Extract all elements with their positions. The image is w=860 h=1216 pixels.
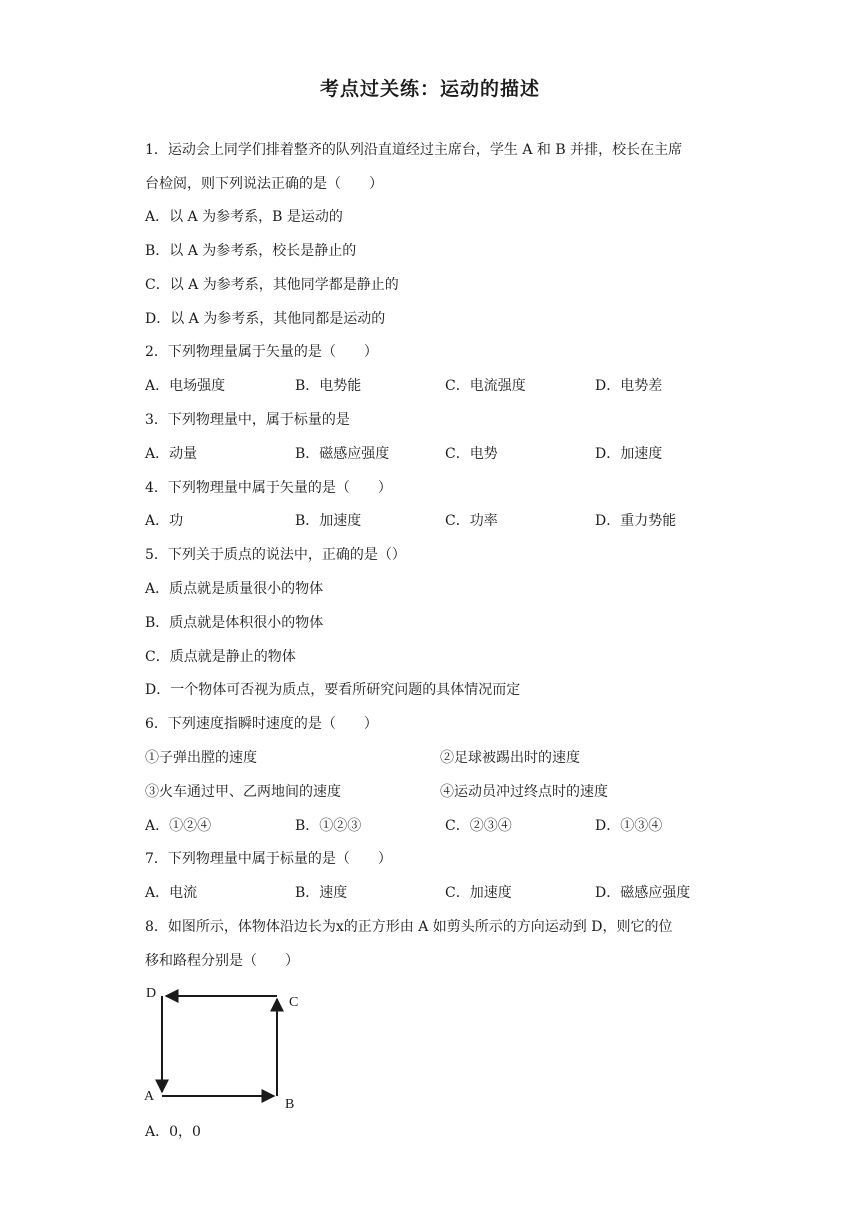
question-3-option-a: A．动量 [145, 446, 198, 462]
question-2-stem: 2．下列物理量属于矢量的是（ ） [145, 344, 378, 360]
question-5-option-c: C．质点就是静止的物体 [145, 649, 296, 665]
question-8-stem-line-1: 8．如图所示，体物体沿边长为x的正方形由 A 如剪头所示的方向运动到 D，则它的位 [145, 919, 673, 935]
question-3-option-c: C．电势 [445, 446, 498, 462]
question-6-item-2: ②足球被踢出时的速度 [440, 750, 580, 766]
question-2-option-d: D．电势差 [595, 378, 663, 394]
question-6-option-c: C．②③④ [445, 818, 512, 834]
square-path-figure [140, 982, 310, 1112]
question-4-stem: 4．下列物理量中属于矢量的是（ ） [145, 480, 392, 496]
question-1-stem-line-2: 台检阅，则下列说法正确的是（ ） [145, 176, 383, 192]
question-8-option-a: A．0，0 [145, 1124, 201, 1140]
vertex-label-d: D [146, 986, 157, 1001]
question-6-item-1: ①子弹出膛的速度 [145, 750, 257, 766]
question-2-option-c: C．电流强度 [445, 378, 526, 394]
question-7-option-b: B．速度 [295, 885, 348, 901]
question-8-stem-line-2: 移和路程分别是（ ） [145, 953, 299, 969]
question-4-option-a: A．功 [145, 513, 184, 529]
question-2-option-a: A．电场强度 [145, 378, 226, 394]
question-6-stem: 6．下列速度指瞬时速度的是（ ） [145, 716, 378, 732]
question-6-item-3: ③火车通过甲、乙两地间的速度 [145, 784, 341, 800]
question-1-option-b: B．以 A 为参考系，校长是静止的 [145, 243, 357, 259]
question-4-option-d: D．重力势能 [595, 513, 677, 529]
vertex-label-b: B [285, 1097, 295, 1112]
question-6-option-b: B．①②③ [295, 818, 362, 834]
question-2-option-b: B．电势能 [295, 378, 362, 394]
question-7-stem: 7．下列物理量中属于标量的是（ ） [145, 851, 392, 867]
question-7-option-d: D．磁感应强度 [595, 885, 691, 901]
question-5-option-d: D．一个物体可否视为质点，要看所研究问题的具体情况而定 [145, 682, 521, 698]
question-4-option-c: C．功率 [445, 513, 498, 529]
page-title: 考点过关练：运动的描述 [319, 78, 540, 100]
question-4-option-b: B．加速度 [295, 513, 362, 529]
question-1-option-c: C．以 A 为参考系，其他同学都是静止的 [145, 277, 399, 293]
question-1-stem-line-1: 1．运动会上同学们排着整齐的队列沿直道经过主席台，学生 A 和 B 并排，校长在主席 [145, 142, 683, 158]
question-6-item-4: ④运动员冲过终点时的速度 [440, 784, 608, 800]
vertex-label-c: C [289, 995, 299, 1010]
question-5-option-a: A．质点就是质量很小的物体 [145, 581, 324, 597]
question-1-option-a: A．以 A 为参考系，B 是运动的 [145, 209, 343, 225]
question-3-option-d: D．加速度 [595, 446, 663, 462]
vertex-label-a: A [144, 1089, 155, 1104]
question-3-option-b: B．磁感应强度 [295, 446, 390, 462]
question-6-option-d: D．①③④ [595, 818, 663, 834]
question-3-stem: 3．下列物理量中，属于标量的是 [145, 412, 350, 428]
question-1-option-d: D．以 A 为参考系，其他同都是运动的 [145, 311, 386, 327]
question-5-stem: 5．下列关于质点的说法中，正确的是（） [145, 547, 406, 563]
question-5-option-b: B．质点就是体积很小的物体 [145, 615, 324, 631]
question-6-option-a: A．①②④ [145, 818, 212, 834]
question-7-option-c: C．加速度 [445, 885, 512, 901]
question-7-option-a: A．电流 [145, 885, 198, 901]
